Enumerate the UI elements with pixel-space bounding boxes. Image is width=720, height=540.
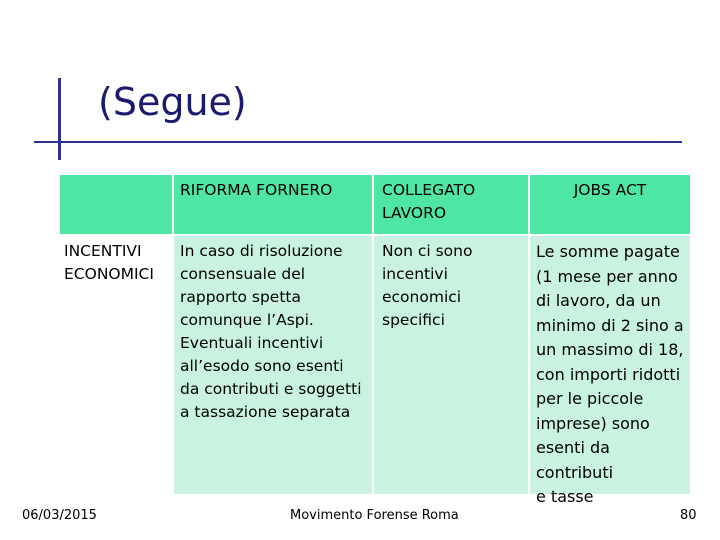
table-header-jobs-act: JOBS ACT [530,175,690,234]
table-cell-jobs-act: Le somme pagate (1 mese per anno di lavoro, da un minimo di 2 sino a un massimo di 18, con importi ridotti per le piccole imprese) sono esenti da contributi e tasse [530,236,690,494]
table-cell-collegato-lavoro: Non ci sono incentivi economici specifici [374,236,528,494]
table-row-label-incentivi-economici: INCENTIVI ECONOMICI [60,236,172,494]
footer-page-number: 80 [680,508,697,523]
footer-organization: Movimento Forense Roma [290,508,459,523]
table-cell-riforma-fornero: In caso di risoluzione consensuale del rapporto spetta comunque l’Aspi. Eventuali incentivi all’esodo sono esenti da contributi e soggetti a tassazione separata [174,236,372,494]
slide-title: (Segue) [98,80,247,124]
decorative-horizontal-line [34,141,682,143]
table-header-riforma-fornero: RIFORMA FORNERO [174,175,372,234]
table-header-collegato-lavoro: COLLEGATO LAVORO [374,175,528,234]
decorative-vertical-line [58,78,61,160]
footer-date: 06/03/2015 [22,508,97,523]
table-header-empty-cell [60,175,172,234]
